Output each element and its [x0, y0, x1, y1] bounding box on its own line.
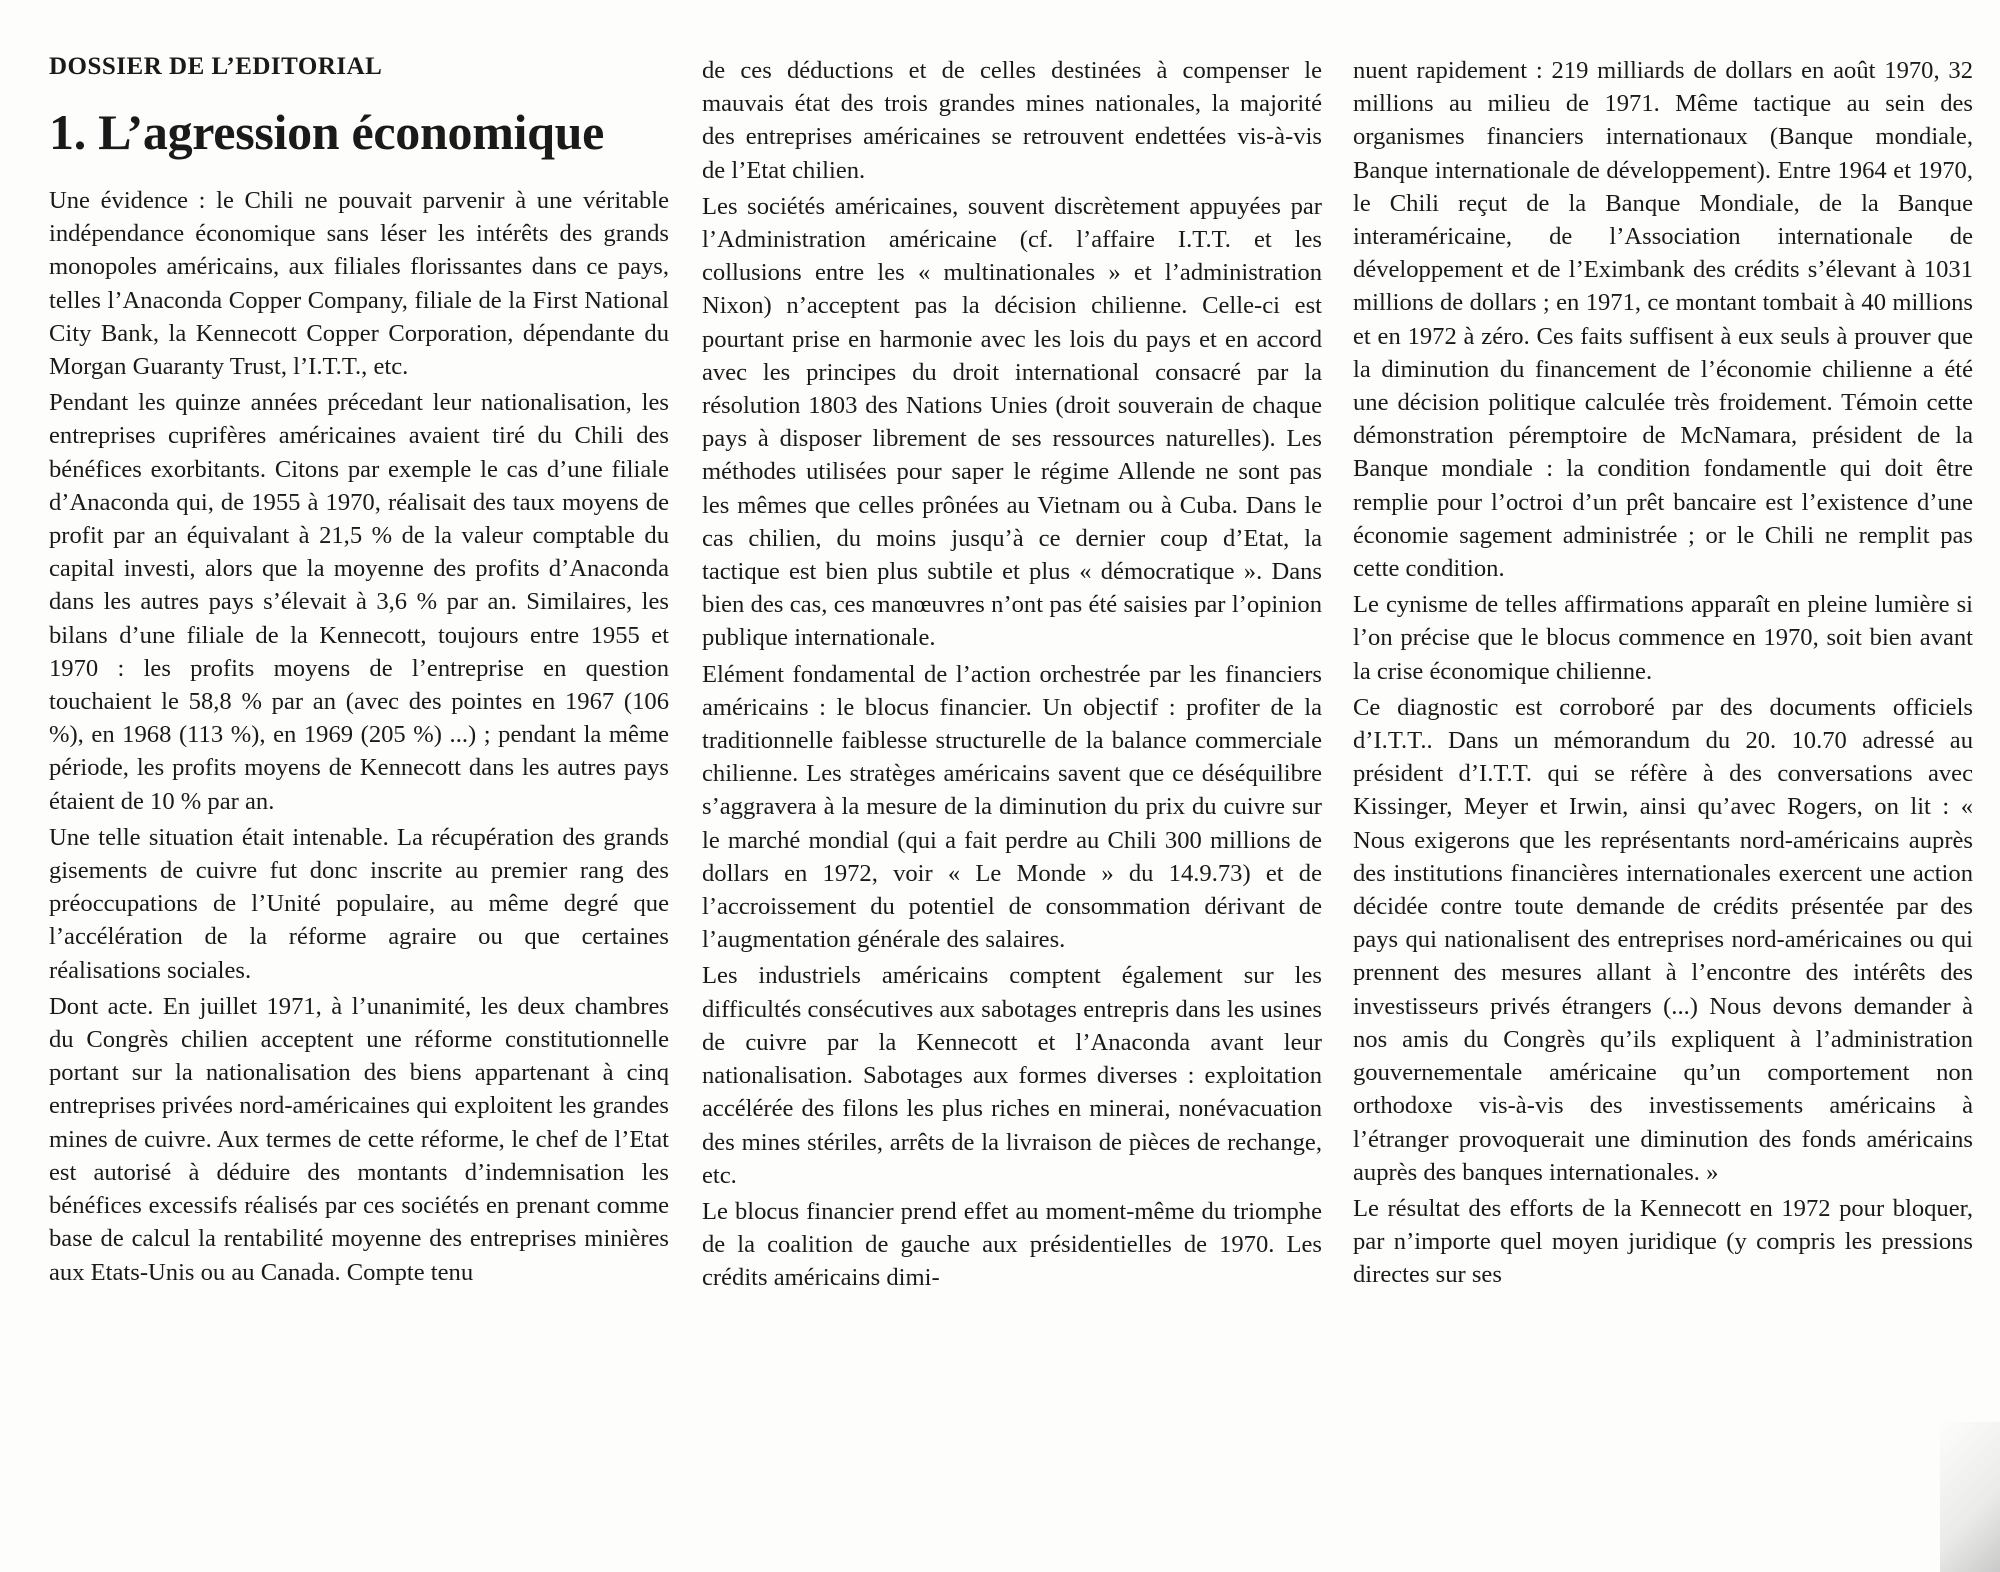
paragraph: Le cynisme de telles affirmations apparaît en pleine lumière si l’on précise que le blocus commence en 1970, soit bien avant la crise économique chilienne.: [1353, 591, 1973, 685]
headline: 1. L’agression économique: [49, 104, 605, 160]
paragraph: Le blocus financier prend effet au moment-même du triomphe de la coalition de gauche aux présidentielles de 1970. Les crédits américains dimi-: [702, 1197, 1322, 1292]
column-2: [702, 54, 1322, 1298]
column-3: [1353, 54, 1973, 1295]
paragraph: Dont acte. En juillet 1971, à l’unanimité, les deux chambres du Congrès chilien acceptent une réforme constitutionnelle portant sur la nationalisation des biens appartenant à cinq entreprises privées nord-américaines qui exploitent les grandes mines de cuivre. Aux termes de cette réforme, le chef de l’Etat est autorisé à déduire des montants d’indemnisation les bénéfices excessifs réalisés par ces sociétés en prenant comme base de calcul la rentabilité moyenne des entreprises minières aux Etats-Unis ou au Canada. Compte tenu: [49, 992, 669, 1286]
paragraph: Les industriels américains comptent également sur les difficultés consécutives aux sabotages entrepris dans les usines de cuivre par la Kennecott et l’Anaconda avant leur nationalisation. Sabotages aux formes diverses : exploitation accélérée des filons les plus riches en minerai, nonévacuation des mines stériles, arrêts de la livraison de pièces de rechange, etc.: [702, 962, 1322, 1189]
paragraph: Une évidence : le Chili ne pouvait parvenir à une véritable indépendance économique sans léser les intérêts des grands monopoles américains, aux filiales florissantes dans ce pays, telles l’Anaconda Copper Company, filiale de la First National City Bank, la Kennecott Copper Corporation, dépendante du Morgan Guaranty Trust, l’I.T.T., etc.: [49, 187, 669, 381]
paragraph: Ce diagnostic est corroboré par des documents officiels d’I.T.T.. Dans un mémorandum du 20. 10.70 adressé au président d’I.T.T. qui se réfère à des conversations avec Kissinger, Meyer et Irwin, ainsi qu’avec Rogers, on lit : « Nous exigerons que les représentants nord-américains auprès des institutions financières internationales exercent une action décidée contre toute demande de crédits présentée par des pays qui nationalisent des entreprises nord-américaines ou qui prennent des mesures allant à l’encontre des intérêts des investisseurs privés étrangers (...) Nous devons demander à nos amis du Congrès qu’ils expliquent à l’administration gouvernementale américaine qu’un comportement non orthodoxe vis-à-vis des investissements américains à l’étranger provoquerait une diminution des fonds américains auprès des banques internationales. »: [1353, 693, 1973, 1186]
paragraph: Elément fondamental de l’action orchestrée par les financiers américains : le blocus financier. Un objectif : profiter de la traditionnelle faiblesse structurelle de la balance commerciale chilienne. Les stratèges américains savent que ce déséquilibre s’aggravera à la mesure de la diminution du prix du cuivre sur le marché mondial (qui a fait perdre au Chili 300 millions de dollars en 1972, voir « Le Monde » du 14.9.73) et de l’accroissement du potentiel de consommation dérivant de l’augmentation générale des salaires.: [702, 660, 1322, 954]
page-curl-shadow: [1940, 1422, 2000, 1572]
paragraph: nuent rapidement : 219 milliards de dollars en août 1970, 32 millions au milieu de 1971. Même tactique au sein des organismes financiers internationaux (Banque mondiale, Banque internationale de développement). Entre 1964 et 1970, le Chili reçut de la Banque Mondiale, de la Banque interaméricaine, de l’Association internationale de développement et de l’Eximbank des crédits s’élevant à 1031 millions de dollars ; en 1971, ce montant tombait à 40 millions et en 1972 à zéro. Ces faits suffisent à eux seuls à prouver que la diminution du financement de l’économie chilienne a été une décision politique calculée très froidement. Témoin cette démonstration péremptoire de McNamara, président de la Banque mondiale : la condition fondamentle qui doit être remplie pour l’octroi d’un prêt bancaire est l’existence d’une économie sagement administrée ; or le Chili ne remplit pas cette condition.: [1353, 57, 1973, 583]
paragraph: de ces déductions et de celles destinées à compenser le mauvais état des trois grandes mines nationales, la majorité des entreprises américaines se retrouvent endettées vis-à-vis de l’Etat chilien.: [702, 57, 1322, 184]
paragraph: Une telle situation était intenable. La récupération des grands gisements de cuivre fut donc inscrite au premier rang des préoccupations de l’Unité populaire, au même degré que l’accélération de la réforme agraire ou que certaines réalisations sociales.: [49, 823, 669, 984]
paragraph: Les sociétés américaines, souvent discrètement appuyées par l’Administration américaine (cf. l’affaire I.T.T. et les collusions entre les « multinationales » et l’administration Nixon) n’acceptent pas la décision chilienne. Celle-ci est pourtant prise en harmonie avec les lois du pays et en accord avec les principes du droit international consacré par la résolution 1803 des Nations Unies (droit souverain de chaque pays à disposer librement de ses ressources naturelles). Les méthodes utilisées pour saper le régime Allende ne sont pas les mêmes que celles prônées au Vietnam ou à Cuba. Dans le cas chilien, du moins jusqu’à ce dernier coup d’Etat, la tactique est bien plus subtile et plus « démocratique ». Dans bien des cas, ces manœuvres n’ont pas été saisies par l’opinion publique internationale.: [702, 192, 1322, 652]
section-label: DOSSIER DE L’EDITORIAL: [49, 53, 383, 80]
paragraph: Le résultat des efforts de la Kennecott en 1972 pour bloquer, par n’importe quel moyen juridique (y compris les pressions directes sur ses: [1353, 1194, 1973, 1289]
paragraph: Pendant les quinze années précedant leur nationalisation, les entreprises cuprifères américaines avaient tiré du Chili des bénéfices exorbitants. Citons par exemple le cas d’une filiale d’Anaconda qui, de 1955 à 1970, réalisait des taux moyens de profit par an équivalant à 21,5 % de la valeur comptable du capital investi, alors que la moyenne des profits d’Anaconda dans les autres pays s’élevait à 3,6 % par an. Similaires, les bilans d’une filiale de la Kennecott, toujours entre 1955 et 1970 : les profits moyens de l’entreprise en question touchaient le 58,8 % par an (avec des pointes en 1967 (106 %), en 1968 (113 %), en 1969 (205 %) ...) ; pendant la même période, les profits moyens de Kennecott dans les autres pays étaient de 10 % par an.: [49, 389, 669, 815]
column-1: [49, 50, 669, 1292]
